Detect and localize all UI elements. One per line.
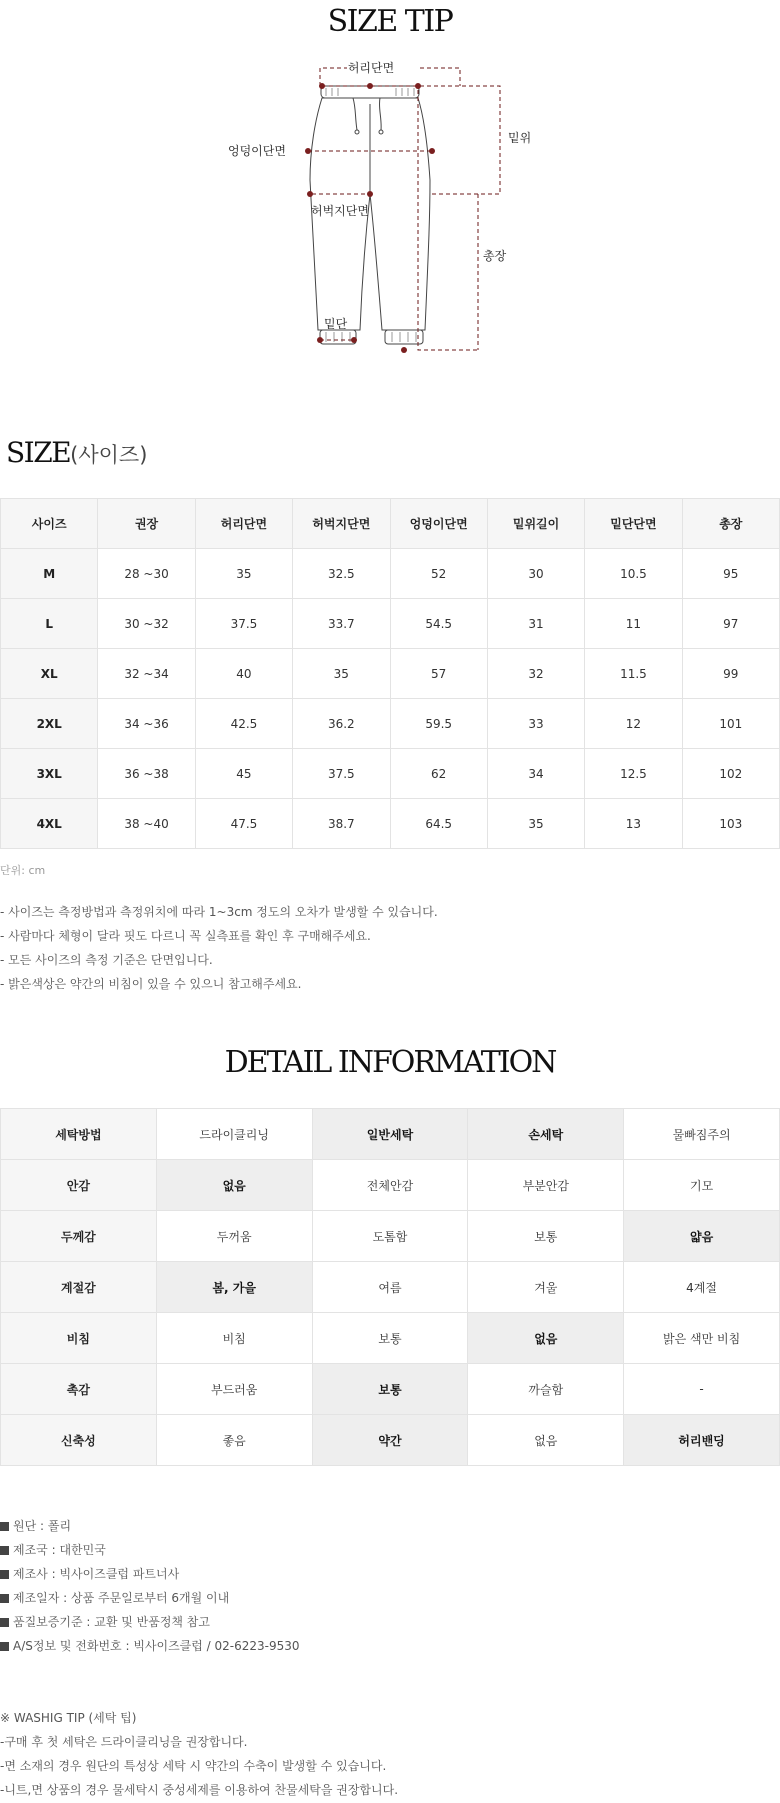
size-table-header-row xyxy=(1,499,780,549)
detail-option: 얇음 xyxy=(624,1211,780,1262)
detail-option: 물빠짐주의 xyxy=(624,1109,780,1160)
detail-option: 여름 xyxy=(312,1262,468,1313)
size-cell: 40 xyxy=(195,649,292,699)
detail-row xyxy=(1,1415,780,1466)
size-cell: 37.5 xyxy=(293,749,390,799)
size-cell: 30 ~32 xyxy=(98,599,195,649)
square-bullet-icon xyxy=(0,1594,9,1603)
size-cell: 52 xyxy=(390,549,487,599)
size-cell: 11.5 xyxy=(585,649,682,699)
detail-option: 없음 xyxy=(468,1415,624,1466)
detail-option: 봄, 가을 xyxy=(156,1262,312,1313)
detail-option: 보통 xyxy=(312,1364,468,1415)
size-row-label: L xyxy=(1,599,98,649)
detail-option: 밝은 색만 비침 xyxy=(624,1313,780,1364)
washing-tip-line: -면 소재의 경우 원단의 특성상 세탁 시 약간의 수축이 발생할 수 있습니다. xyxy=(0,1759,387,1773)
size-notes xyxy=(0,900,438,996)
square-bullet-icon xyxy=(0,1642,9,1651)
unit-label: 단위: cm xyxy=(0,864,46,877)
size-cell: 36 ~38 xyxy=(98,749,195,799)
product-specs xyxy=(0,1514,300,1658)
size-note: - 사이즈는 측정방법과 측정위치에 따라 1~3cm 정도의 오차가 발생할 수 있습니다. xyxy=(0,905,438,919)
pants-measurement-diagram xyxy=(220,60,560,410)
washing-tip-title: ※ WASHIG TIP (세탁 팁) xyxy=(0,1711,137,1725)
detail-option: 없음 xyxy=(156,1160,312,1211)
size-cell: 33.7 xyxy=(293,599,390,649)
detail-option: 허리밴딩 xyxy=(624,1415,780,1466)
detail-row-label: 안감 xyxy=(1,1160,157,1211)
size-cell: 11 xyxy=(585,599,682,649)
size-header-cell: 엉덩이단면 xyxy=(390,499,487,549)
size-table xyxy=(0,498,780,849)
spec-item: 제조일자 : 상품 주문일로부터 6개월 이내 xyxy=(0,1586,300,1610)
detail-option: 전체안감 xyxy=(312,1160,468,1211)
size-heading-subtitle: (사이즈) xyxy=(70,443,148,467)
size-cell: 38 ~40 xyxy=(98,799,195,849)
detail-title: DETAIL INFORMATION xyxy=(224,1045,556,1080)
washing-tip-line: -니트,면 상품의 경우 물세탁시 중성세제를 이용하여 찬물세탁을 권장합니다. xyxy=(0,1783,399,1797)
size-cell: 42.5 xyxy=(195,699,292,749)
detail-option: 까슬함 xyxy=(468,1364,624,1415)
detail-row-label: 비침 xyxy=(1,1313,157,1364)
square-bullet-icon xyxy=(0,1522,9,1531)
detail-row xyxy=(1,1364,780,1415)
size-header-cell: 권장 xyxy=(98,499,195,549)
detail-option: 4계절 xyxy=(624,1262,780,1313)
size-cell: 12 xyxy=(585,699,682,749)
square-bullet-icon xyxy=(0,1570,9,1579)
square-bullet-icon xyxy=(0,1618,9,1627)
size-cell: 32 ~34 xyxy=(98,649,195,699)
size-cell: 99 xyxy=(682,649,779,699)
label-length: 총장 xyxy=(483,249,507,263)
size-header-cell: 총장 xyxy=(682,499,779,549)
label-waist: 허리단면 xyxy=(347,61,395,75)
size-header-cell: 사이즈 xyxy=(1,499,98,549)
detail-option: 좋음 xyxy=(156,1415,312,1466)
size-row-label: 2XL xyxy=(1,699,98,749)
detail-option: - xyxy=(624,1364,780,1415)
detail-option: 일반세탁 xyxy=(312,1109,468,1160)
size-table-row xyxy=(1,799,780,849)
detail-option: 부분안감 xyxy=(468,1160,624,1211)
size-cell: 35 xyxy=(195,549,292,599)
size-table-row xyxy=(1,599,780,649)
washing-tip-line: -구매 후 첫 세탁은 드라이클리닝을 권장합니다. xyxy=(0,1735,248,1749)
label-rise: 밑위 xyxy=(508,131,532,145)
size-cell: 12.5 xyxy=(585,749,682,799)
size-cell: 34 xyxy=(487,749,584,799)
detail-row-label: 두께감 xyxy=(1,1211,157,1262)
detail-row xyxy=(1,1313,780,1364)
size-header-cell: 허벅지단면 xyxy=(293,499,390,549)
size-cell: 35 xyxy=(293,649,390,699)
spec-item: A/S정보 및 전화번호 : 빅사이즈클럽 / 02-6223-9530 xyxy=(0,1634,300,1658)
size-table-row xyxy=(1,549,780,599)
size-header-cell: 허리단면 xyxy=(195,499,292,549)
size-note: - 사람마다 체형이 달라 핏도 다르니 꼭 실측표를 확인 후 구매해주세요. xyxy=(0,929,371,943)
size-tip-title: SIZE TIP xyxy=(327,4,453,39)
washing-tip xyxy=(0,1706,398,1802)
size-cell: 54.5 xyxy=(390,599,487,649)
detail-option: 부드러움 xyxy=(156,1364,312,1415)
detail-table xyxy=(0,1108,780,1466)
size-table-row xyxy=(1,649,780,699)
label-thigh: 허벅지단면 xyxy=(311,204,369,218)
detail-option: 보통 xyxy=(468,1211,624,1262)
size-cell: 13 xyxy=(585,799,682,849)
detail-row xyxy=(1,1160,780,1211)
label-hip: 엉덩이단면 xyxy=(228,144,286,158)
size-cell: 59.5 xyxy=(390,699,487,749)
size-cell: 97 xyxy=(682,599,779,649)
size-row-label: 4XL xyxy=(1,799,98,849)
detail-option: 약간 xyxy=(312,1415,468,1466)
pants-illustration xyxy=(220,60,560,410)
detail-option: 도톰함 xyxy=(312,1211,468,1262)
size-cell: 32 xyxy=(487,649,584,699)
detail-row-label: 계절감 xyxy=(1,1262,157,1313)
size-table-row xyxy=(1,699,780,749)
spec-item: 품질보증기준 : 교환 및 반품정책 참고 xyxy=(0,1610,300,1634)
detail-row xyxy=(1,1109,780,1160)
size-note: - 모든 사이즈의 측정 기준은 단면입니다. xyxy=(0,953,213,967)
size-cell: 10.5 xyxy=(585,549,682,599)
detail-option: 없음 xyxy=(468,1313,624,1364)
detail-row-label: 촉감 xyxy=(1,1364,157,1415)
square-bullet-icon xyxy=(0,1546,9,1555)
size-note: - 밝은색상은 약간의 비침이 있을 수 있으니 참고해주세요. xyxy=(0,977,302,991)
size-cell: 28 ~30 xyxy=(98,549,195,599)
size-header-cell: 밑단단면 xyxy=(585,499,682,549)
size-cell: 33 xyxy=(487,699,584,749)
detail-row-label: 신축성 xyxy=(1,1415,157,1466)
size-cell: 57 xyxy=(390,649,487,699)
detail-row-label: 세탁방법 xyxy=(1,1109,157,1160)
size-row-label: XL xyxy=(1,649,98,699)
size-cell: 31 xyxy=(487,599,584,649)
size-cell: 30 xyxy=(487,549,584,599)
size-cell: 101 xyxy=(682,699,779,749)
size-cell: 45 xyxy=(195,749,292,799)
detail-option: 겨울 xyxy=(468,1262,624,1313)
size-cell: 36.2 xyxy=(293,699,390,749)
size-row-label: 3XL xyxy=(1,749,98,799)
spec-item: 원단 : 폴리 xyxy=(0,1514,300,1538)
size-cell: 103 xyxy=(682,799,779,849)
detail-row xyxy=(1,1262,780,1313)
detail-option: 두꺼움 xyxy=(156,1211,312,1262)
size-heading xyxy=(6,436,147,469)
size-cell: 64.5 xyxy=(390,799,487,849)
size-cell: 35 xyxy=(487,799,584,849)
size-cell: 95 xyxy=(682,549,779,599)
label-hem: 밑단 xyxy=(324,317,348,331)
detail-option: 비침 xyxy=(156,1313,312,1364)
detail-option: 손세탁 xyxy=(468,1109,624,1160)
detail-option: 드라이클리닝 xyxy=(156,1109,312,1160)
size-cell: 34 ~36 xyxy=(98,699,195,749)
size-row-label: M xyxy=(1,549,98,599)
detail-row xyxy=(1,1211,780,1262)
size-heading-title: SIZE xyxy=(6,436,71,469)
spec-item: 제조사 : 빅사이즈클럽 파트너사 xyxy=(0,1562,300,1586)
detail-option: 기모 xyxy=(624,1160,780,1211)
size-cell: 37.5 xyxy=(195,599,292,649)
size-cell: 38.7 xyxy=(293,799,390,849)
size-table-row xyxy=(1,749,780,799)
size-header-cell: 밑위길이 xyxy=(487,499,584,549)
size-cell: 62 xyxy=(390,749,487,799)
spec-item: 제조국 : 대한민국 xyxy=(0,1538,300,1562)
size-cell: 32.5 xyxy=(293,549,390,599)
detail-option: 보통 xyxy=(312,1313,468,1364)
size-cell: 47.5 xyxy=(195,799,292,849)
size-cell: 102 xyxy=(682,749,779,799)
